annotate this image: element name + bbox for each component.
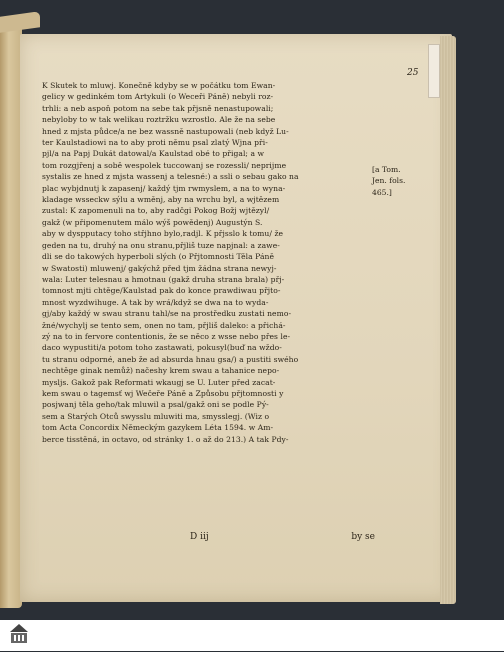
text-line: tom rozgjřenj a sobě wespolek tuccowanj se rozessli/ neprijme [42,160,287,170]
text-line: ter Kaulstadiowi na to aby proti němu psal zlatý Wjna při- [42,138,268,148]
text-line: berce tisstěná, in octavo, od stránky 1. o až do 213.) A tak Pdy- [42,434,289,444]
text-line: posjwanj těla geho/tak mluwil a psal/gakž oni se podle Pý- [42,400,269,410]
text-line: mysljs. Gakož pak Reformati wkaugj se U. Luter před zacat- [42,377,276,387]
text-line: gelicy w gedinkém tom Artykuli (o Weceři Páně) nebyli roz- [42,92,274,102]
page-footer [190,532,375,542]
signature-mark: D iij [190,532,209,542]
text-line: kem swau o tagemsť wj Wečeře Páně a Způsobu přjtomnosti y [42,388,284,398]
text-line: hned z mjsta půdce/a ne bez wassně nastupowali (neb když Lu- [42,126,289,136]
text-line: tom Acta Concordix Německým gazykem Léta 1594. w Am- [42,423,274,433]
text-line: zý na to in fervore contentionis, že se něco z wsse nebo přes le- [42,331,291,341]
footer-bar [0,620,504,651]
text-line: nechtěge ginak nemůž) načeshy krem swau a tahanice nepo- [42,366,280,376]
paper-bookmark [428,44,440,98]
text-line: gakž (w připomenutem málo wýš powědenj) Augustýn S. [42,217,263,227]
margin-note-line: [a Tom. [372,165,401,174]
text-line: sem a Starých Otců swysslu mluwiti ma, smysslegj. (Wiz o [42,411,270,421]
text-line: pjl/a na Papj Dukát datowal/a Kaulstad obé to přigal; a w [42,149,265,159]
page-text-body [42,80,377,445]
margin-note [372,164,452,198]
text-line: kladage wsseckw sýlu a wměnj, aby na wrchu byl, a wjtězem [42,195,280,205]
margin-note-line: Jen. fols. [372,176,406,186]
text-line: geden na tu, druhý na onu stranu,přjliš tuze napjnal: a zawe- [42,240,280,250]
catchword: by se [351,532,375,542]
text-line: daco wypustiti/a potom toho zastawati, pokusyl(buď na wždo- [42,343,282,353]
book-spine [0,18,22,608]
text-line: tu stranu odporné, aneb že ad absurda hnau gsa/) a pustiti swého [42,354,299,364]
book-spine-top [0,11,40,33]
text-line: K Skutek to mluwj. Konečně kdyby se w počátku tom Ewan- [42,81,276,90]
text-line: aby w dyspputacy toho střjhno bylo,radjl. K přjsslo k tomu/ že [42,229,284,239]
text-line: tomnost mjti chtěge/Kaulstad pak do konce prawdiwau přjto- [42,286,281,296]
institution-logo-icon [6,622,32,648]
text-line: systalis ze hned z mjsta wassenj a telesné:) a ssli o sebau gako na [42,172,299,182]
margin-note-line: 465.] [372,187,392,197]
text-line: gj/aby každý w swau stranu tahl/se na prostředku zustati nemo- [42,309,292,319]
text-line: žné/wychylj se tento sem, onen no tam, přjliš daleko: a přichá- [42,320,286,330]
text-line: w Swatosti) mluwenj/ gakýchž před tjm žádna strana newyj- [42,263,277,273]
text-line: plac wybjdnutj k zapasenj/ každý tjm rwmyslem, a na to wyna- [42,183,286,193]
page-number: 25 [407,68,419,78]
text-line: wala: Luter telesnau a hmotnau (gakž druha strana brala) přj- [42,274,285,284]
text-line: zustal: K zapomenuli na to, aby radčgi Pokog Božj wjtězyl/ [42,206,270,216]
page-edges [440,36,456,604]
text-line: mnost wyzdwihuge. A tak by wrá/když se dwa na to wyda- [42,297,269,307]
text-line: nebyloby to w tak welikau roztržku wzrostlo. Ale že na sebe [42,115,276,125]
text-line: dli se do takowých hyperboli slých (o Přjtomnosti Těla Páně [42,252,275,262]
text-line: trhli: a neb aspoň potom na sebe tak přjsně nenastupowali; [42,103,274,113]
